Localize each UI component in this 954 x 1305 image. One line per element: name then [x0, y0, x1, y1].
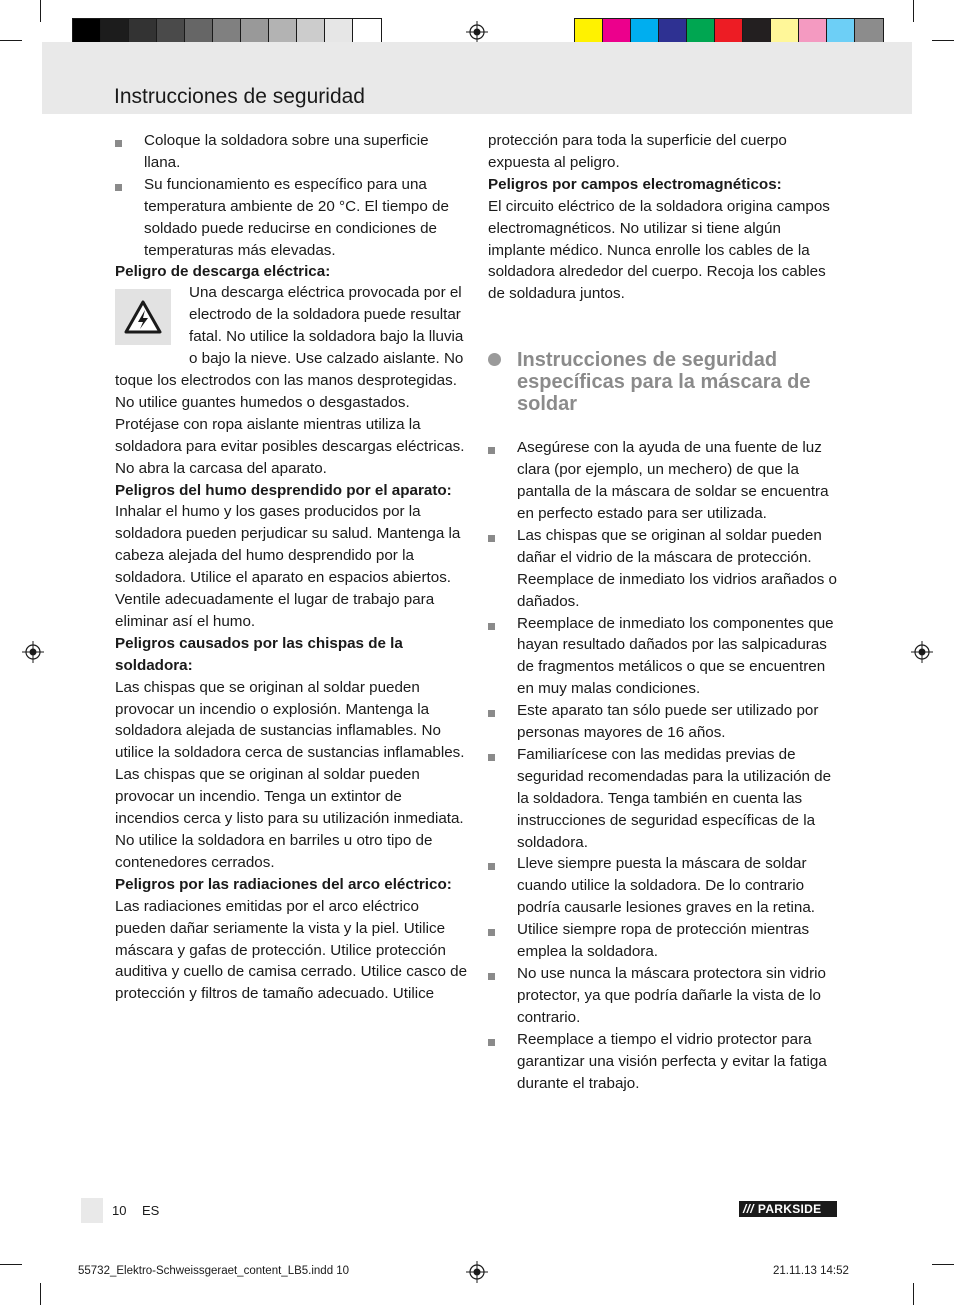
crop-mark [913, 0, 914, 22]
list-item: Lleve siempre puesta la máscara de soldar cuando utilice la soldadora. De lo contrario podría causarle lesiones graves en la retina. [488, 853, 840, 919]
mask-bullet-list [488, 437, 840, 1094]
crop-mark [932, 1264, 954, 1265]
brand-name: PARKSIDE [757, 1202, 822, 1216]
shock-section [115, 283, 467, 479]
crop-mark [913, 1283, 914, 1305]
emf-heading: Peligros por campos electromagnéticos: [488, 175, 782, 193]
list-item: Reemplace de inmediato los componentes que hayan resultado dañados por las salpicaduras de fragmentos metálicos o que se encuentren en muy malas condiciones. [488, 613, 840, 701]
page-title: Instrucciones de seguridad [114, 85, 365, 108]
sparks-heading: Peligros causados por las chispas de la soldadora: [115, 634, 403, 674]
registration-mark-icon [466, 1261, 488, 1283]
list-item: Este aparato tan sólo puede ser utilizado por personas mayores de 16 años. [488, 700, 840, 744]
registration-mark-icon [22, 641, 44, 663]
electric-shock-warning-icon [115, 289, 171, 345]
sparks-text: Las chispas que se originan al soldar pueden provocar un incendio o explosión. Mantenga la soldadora alejada de sustancias inflamables. No utilice la soldadora cerca de sustancias inflamables. Las chispas que se originan al soldar pueden provocar un incendio. Tenga un extintor de incendios cerca y listo para su utilización inmediata. No utilice la soldadora en barriles u otro tipo de contenedores cerrados. [115, 678, 465, 871]
list-item: Reemplace a tiempo el vidrio protector para garantizar una visión perfecta y evitar la fatiga durante el trabajo. [488, 1029, 840, 1095]
brand-slashes: /// [743, 1202, 754, 1216]
language-code: ES [142, 1203, 160, 1218]
page-header [42, 42, 912, 114]
smoke-heading: Peligros del humo desprendido por el aparato: [115, 481, 452, 499]
file-slug: 55732_Elektro-Schweissgeraet_content_LB5.indd 10 [78, 1265, 350, 1277]
arc-text: Las radiaciones emitidas por el arco eléctrico pueden dañar seriamente la vista y la piel. Utilice máscara y gafas de protección. Utilice protección auditiva y cuello de camisa cerrado. Utilice casco de protección y filtros de tamaño adecuado. Utilice [115, 897, 468, 1003]
page-number: 10 [112, 1203, 127, 1218]
crop-mark [0, 1264, 22, 1265]
shock-heading: Peligro de descarga eléctrica: [115, 263, 331, 281]
crop-mark [40, 0, 41, 22]
registration-mark-icon [466, 21, 488, 43]
list-item: No use nunca la máscara protectora sin vidrio protector, ya que podría dañarle la vista de lo contrario. [488, 963, 840, 1029]
bullet-dot-icon [488, 353, 501, 366]
right-column [488, 130, 840, 1094]
mask-section-title: Instrucciones de seguridad específicas para la máscara de soldar [517, 349, 811, 416]
page-number-tab [81, 1198, 103, 1223]
left-column [115, 130, 467, 1005]
list-item: Coloque la soldadora sobre una superficie llana. [115, 130, 467, 174]
mask-section-heading [488, 349, 840, 415]
registration-mark-icon [911, 641, 933, 663]
arc-text-continued: protección para toda la superficie del cuerpo expuesta al peligro. [488, 132, 787, 171]
list-item: Las chispas que se originan al soldar pueden dañar el vidrio de la máscara de protección. Reemplace de inmediato los vidrios arañados o dañados. [488, 525, 840, 613]
intro-bullet-list [115, 130, 467, 261]
list-item: Asegúrese con la ayuda de una fuente de luz clara (por ejemplo, un mechero) de que la pantalla de la máscara de soldar se encuentra en perfecto estado para ser utilizada. [488, 437, 840, 525]
list-item: Utilice siempre ropa de protección mientras emplea la soldadora. [488, 919, 840, 963]
crop-mark [40, 1283, 41, 1305]
parkside-logo [739, 1201, 837, 1217]
list-item: Su funcionamiento es específico para una temperatura ambiente de 20 °C. El tiempo de soldado puede reducirse en condiciones de temperaturas más elevadas. [115, 174, 467, 262]
smoke-text: Inhalar el humo y los gases producidos por la soldadora pueden perjudicar su salud. Mantenga la cabeza alejada del humo desprendido por la soldadora. Utilice el aparato en espacios abiertos. Ventile adecuadamente el lugar de trabajo para eliminar así el humo. [115, 503, 461, 630]
crop-mark [0, 40, 22, 41]
arc-heading: Peligros por las radiaciones del arco eléctrico: [115, 875, 452, 893]
emf-text: El circuito eléctrico de la soldadora origina campos electromagnéticos. No utilizar si tiene algún implante médico. Nunca enrolle los cables de la soldadora alrededor del cuerpo. Recoja los cables de soldadura juntos. [488, 197, 830, 303]
list-item: Familiarícese con las medidas previas de seguridad recomendadas para la utilización de la soldadora. Tenga también en cuenta las instrucciones de seguridad específicas de la soldadora. [488, 744, 840, 854]
print-date: 21.11.13 14:52 [773, 1265, 849, 1277]
crop-mark [932, 40, 954, 41]
shock-text: Una descarga eléctrica provocada por el electrodo de la soldadora puede resultar fatal. No utilice la soldadora bajo la lluvia o bajo la nieve. Use calzado aislante. No toque los electrodos con las manos desprotegidas. No utilice guantes humedos o desgastados. Protéjase con ropa aislante mientras utiliza la soldadora para evitar posibles descargas eléctricas. No abra la carcasa del aparato. [115, 284, 465, 477]
